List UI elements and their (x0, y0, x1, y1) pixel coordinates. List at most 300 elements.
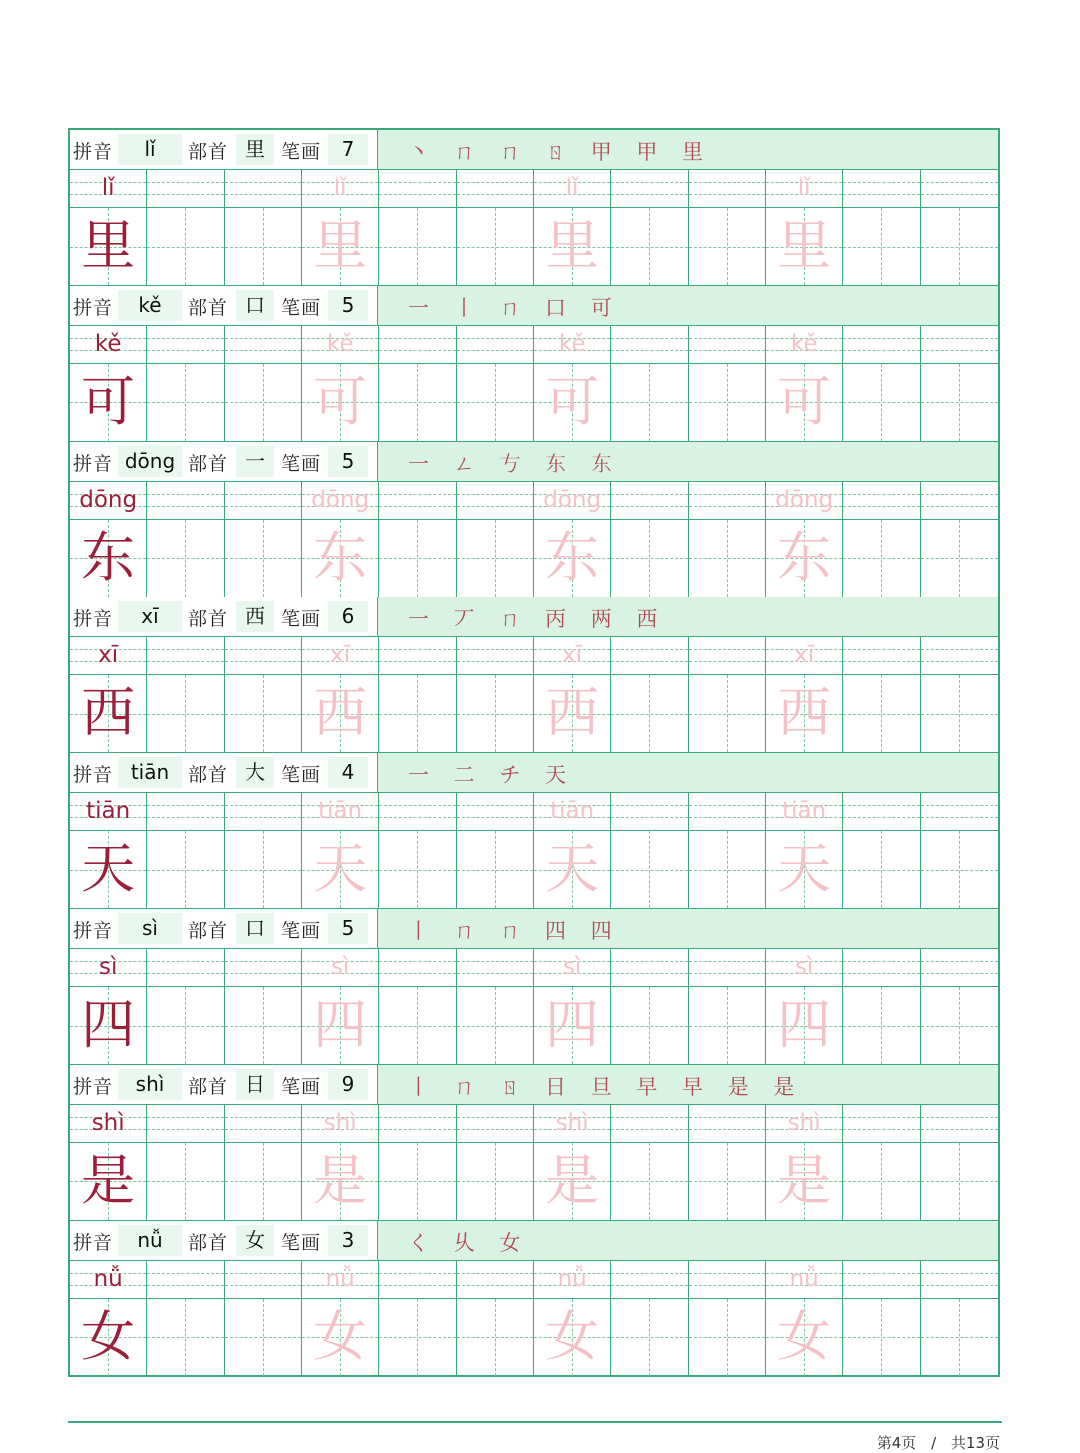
tianzige-cell[interactable] (611, 1299, 688, 1376)
pinyin-cell[interactable] (611, 326, 688, 363)
info-row (70, 1221, 998, 1261)
trace-character: 天 (545, 837, 600, 901)
pinyin-cell[interactable] (457, 1105, 534, 1142)
tianzige-cell[interactable] (147, 1143, 224, 1220)
radical-label: 部首 (188, 1231, 229, 1254)
tianzige-cell[interactable] (302, 1143, 379, 1220)
tianzige-cell[interactable] (225, 364, 302, 441)
character-block (70, 1065, 998, 1221)
tianzige-cell[interactable] (689, 987, 766, 1064)
tianzige-cell[interactable] (147, 520, 224, 597)
tianzige-cell[interactable] (302, 1299, 379, 1376)
trace-pinyin: nǚ (789, 1265, 819, 1292)
tianzige-cell[interactable] (70, 831, 147, 908)
tianzige-cell[interactable] (70, 987, 147, 1064)
character-block (70, 442, 998, 598)
pinyin-cell[interactable] (457, 482, 534, 519)
tianzige-cell[interactable] (921, 1143, 998, 1220)
pinyin-cell[interactable] (457, 1261, 534, 1298)
pinyin-cell[interactable] (843, 637, 920, 674)
pinyin-cell[interactable] (225, 949, 302, 986)
pinyin-label: 拼音 (73, 296, 114, 319)
tianzige-cell[interactable] (534, 675, 611, 752)
tianzige-cell[interactable] (689, 831, 766, 908)
tianzige-cell[interactable] (843, 675, 920, 752)
pinyin-cell[interactable] (147, 1261, 224, 1298)
tianzige-cell[interactable] (457, 364, 534, 441)
tianzige-cell[interactable] (225, 1143, 302, 1220)
pinyin-cell[interactable] (766, 1105, 843, 1142)
trace-pinyin: shì (323, 1109, 357, 1136)
pinyin-cell[interactable] (70, 1261, 147, 1298)
pinyin-cell[interactable] (225, 1261, 302, 1298)
info-row (70, 909, 998, 949)
stroke-order-band (378, 909, 998, 948)
pinyin-cell[interactable] (766, 326, 843, 363)
pinyin-cell[interactable] (302, 637, 379, 674)
pinyin-label: 拼音 (73, 764, 114, 787)
pinyin-cell[interactable] (379, 170, 456, 207)
tianzige-cell[interactable] (147, 831, 224, 908)
pinyin-cell[interactable] (147, 170, 224, 207)
pinyin-cell[interactable] (921, 1261, 998, 1298)
hanzi-row (70, 520, 998, 597)
pinyin-cell[interactable] (302, 1105, 379, 1142)
pinyin-cell[interactable] (302, 482, 379, 519)
character-block (70, 753, 998, 909)
stroke-order-band (378, 130, 998, 169)
radical-label: 部首 (188, 764, 229, 787)
tianzige-cell[interactable] (379, 675, 456, 752)
tianzige-cell[interactable] (689, 208, 766, 285)
model-pinyin: xī (98, 642, 119, 669)
tianzige-cell[interactable] (302, 675, 379, 752)
strokes-label: 笔画 (281, 764, 322, 787)
tianzige-cell[interactable] (225, 675, 302, 752)
pinyin-cell[interactable] (689, 1261, 766, 1298)
radical-value: 口 (236, 290, 274, 321)
pinyin-cell[interactable] (921, 793, 998, 830)
tianzige-cell[interactable] (379, 1143, 456, 1220)
pinyin-cell[interactable] (70, 326, 147, 363)
info-fields (70, 442, 378, 481)
stroke-order: 丶 ㄇ ㄇ ㄖ 甲 甲 里 (408, 140, 713, 164)
pinyin-value: nǚ (118, 1225, 182, 1256)
tianzige-cell[interactable] (766, 208, 843, 285)
tianzige-cell[interactable] (766, 831, 843, 908)
tianzige-cell[interactable] (766, 675, 843, 752)
strokes-label: 笔画 (281, 141, 322, 163)
tianzige-cell[interactable] (534, 520, 611, 597)
footer-divider (68, 1421, 1002, 1423)
tianzige-cell[interactable] (611, 831, 688, 908)
pinyin-cell[interactable] (921, 949, 998, 986)
strokes-value: 9 (328, 1069, 368, 1100)
tianzige-cell[interactable] (379, 831, 456, 908)
pinyin-cell[interactable] (534, 949, 611, 986)
strokes-label: 笔画 (281, 1075, 322, 1098)
strokes-value: 3 (328, 1225, 368, 1256)
tianzige-cell[interactable] (147, 1299, 224, 1376)
pinyin-cell[interactable] (147, 637, 224, 674)
tianzige-cell[interactable] (921, 1299, 998, 1376)
pinyin-cell[interactable] (534, 793, 611, 830)
tianzige-cell[interactable] (379, 520, 456, 597)
pinyin-cell[interactable] (689, 170, 766, 207)
pinyin-cell[interactable] (225, 793, 302, 830)
tianzige-cell[interactable] (843, 364, 920, 441)
strokes-value: 5 (328, 290, 368, 321)
pinyin-cell[interactable] (843, 793, 920, 830)
tianzige-cell[interactable] (766, 987, 843, 1064)
tianzige-cell[interactable] (843, 208, 920, 285)
trace-pinyin: xī (330, 642, 351, 669)
radical-label: 部首 (188, 920, 229, 942)
model-pinyin: lǐ (101, 175, 115, 201)
tianzige-cell[interactable] (689, 520, 766, 597)
pinyin-value: shì (118, 1069, 182, 1100)
pinyin-cell[interactable] (611, 1261, 688, 1298)
tianzige-cell[interactable] (457, 831, 534, 908)
pinyin-cell[interactable] (766, 1261, 843, 1298)
tianzige-cell[interactable] (302, 987, 379, 1064)
current-page: 第4页 (876, 1434, 917, 1452)
pinyin-cell[interactable] (225, 170, 302, 207)
pinyin-cell[interactable] (534, 482, 611, 519)
trace-character: 四 (545, 993, 600, 1056)
pinyin-cell[interactable] (147, 949, 224, 986)
pinyin-cell[interactable] (302, 793, 379, 830)
trace-character: 可 (545, 369, 600, 433)
trace-character: 里 (777, 214, 832, 277)
tianzige-cell[interactable] (843, 1143, 920, 1220)
trace-pinyin: xī (562, 642, 583, 669)
pinyin-cell[interactable] (921, 326, 998, 363)
pinyin-cell[interactable] (843, 170, 920, 207)
pinyin-cell[interactable] (766, 170, 843, 207)
trace-pinyin: lǐ (333, 175, 347, 201)
tianzige-cell[interactable] (534, 208, 611, 285)
tianzige-cell[interactable] (70, 675, 147, 752)
tianzige-cell[interactable] (147, 208, 224, 285)
hanzi-row (70, 675, 998, 752)
stroke-order: 一 丆 ㄇ 丙 两 西 (408, 607, 667, 632)
pinyin-cell[interactable] (843, 1261, 920, 1298)
tianzige-cell[interactable] (457, 987, 534, 1064)
radical-label: 部首 (188, 1075, 229, 1098)
tianzige-cell[interactable] (534, 831, 611, 908)
tianzige-cell[interactable] (689, 364, 766, 441)
pinyin-cell[interactable] (689, 482, 766, 519)
model-pinyin: dōng (79, 486, 138, 513)
total-pages: 共13页 (950, 1434, 1000, 1452)
model-character: 天 (81, 837, 136, 901)
radical-label: 部首 (188, 141, 229, 163)
pinyin-cell[interactable] (611, 482, 688, 519)
tianzige-cell[interactable] (534, 364, 611, 441)
trace-pinyin: kě (326, 330, 354, 357)
pinyin-cell[interactable] (379, 1105, 456, 1142)
pinyin-row (70, 1105, 998, 1143)
character-block (70, 1221, 998, 1377)
pinyin-cell[interactable] (921, 637, 998, 674)
trace-pinyin: dōng (311, 486, 370, 513)
trace-pinyin: dōng (543, 486, 602, 513)
pinyin-cell[interactable] (766, 793, 843, 830)
tianzige-cell[interactable] (534, 987, 611, 1064)
trace-pinyin: lǐ (797, 175, 811, 201)
pinyin-cell[interactable] (379, 949, 456, 986)
model-pinyin: tiān (86, 798, 131, 825)
tianzige-cell[interactable] (225, 1299, 302, 1376)
radical-value: 女 (236, 1225, 274, 1256)
pinyin-cell[interactable] (843, 482, 920, 519)
tianzige-cell[interactable] (379, 987, 456, 1064)
tianzige-cell[interactable] (611, 364, 688, 441)
pinyin-cell[interactable] (302, 170, 379, 207)
pinyin-row (70, 482, 998, 520)
info-fields (70, 286, 378, 325)
tianzige-cell[interactable] (766, 1143, 843, 1220)
pinyin-cell[interactable] (70, 793, 147, 830)
character-block (70, 130, 998, 286)
tianzige-cell[interactable] (225, 520, 302, 597)
tianzige-cell[interactable] (457, 1299, 534, 1376)
model-pinyin: shì (91, 1109, 125, 1136)
stroke-order: 一 二 チ 天 (408, 763, 576, 788)
pinyin-cell[interactable] (147, 326, 224, 363)
strokes-label: 笔画 (281, 608, 322, 631)
info-row (70, 442, 998, 482)
practice-grid-sheet (68, 128, 1000, 1377)
tianzige-cell[interactable] (611, 675, 688, 752)
tianzige-cell[interactable] (921, 831, 998, 908)
tianzige-cell[interactable] (70, 208, 147, 285)
pinyin-cell[interactable] (70, 170, 147, 207)
tianzige-cell[interactable] (379, 1299, 456, 1376)
pinyin-cell[interactable] (766, 949, 843, 986)
pinyin-cell[interactable] (689, 1105, 766, 1142)
pinyin-cell[interactable] (921, 1105, 998, 1142)
tianzige-cell[interactable] (379, 208, 456, 285)
tianzige-cell[interactable] (147, 364, 224, 441)
pinyin-cell[interactable] (689, 637, 766, 674)
hanzi-row (70, 987, 998, 1064)
info-row (70, 286, 998, 326)
pinyin-cell[interactable] (611, 793, 688, 830)
trace-pinyin: tiān (550, 798, 595, 825)
tianzige-cell[interactable] (689, 1143, 766, 1220)
pinyin-cell[interactable] (766, 482, 843, 519)
pinyin-cell[interactable] (379, 482, 456, 519)
trace-character: 东 (545, 525, 600, 589)
pinyin-cell[interactable] (457, 949, 534, 986)
pinyin-row (70, 170, 998, 208)
info-fields (70, 597, 378, 636)
pinyin-cell[interactable] (921, 482, 998, 519)
pinyin-cell[interactable] (534, 170, 611, 207)
tianzige-cell[interactable] (70, 364, 147, 441)
pinyin-cell[interactable] (147, 793, 224, 830)
hanzi-row (70, 1143, 998, 1220)
tianzige-cell[interactable] (921, 675, 998, 752)
pinyin-label: 拼音 (73, 608, 114, 631)
trace-character: 西 (545, 681, 600, 745)
trace-character: 女 (777, 1304, 832, 1368)
tianzige-cell[interactable] (611, 208, 688, 285)
strokes-value: 7 (328, 134, 368, 165)
tianzige-cell[interactable] (147, 987, 224, 1064)
tianzige-cell[interactable] (302, 520, 379, 597)
stroke-order-band (378, 286, 998, 325)
pinyin-cell[interactable] (843, 949, 920, 986)
pinyin-cell[interactable] (225, 1105, 302, 1142)
pinyin-cell[interactable] (147, 482, 224, 519)
tianzige-cell[interactable] (843, 987, 920, 1064)
strokes-value: 4 (328, 757, 368, 788)
pinyin-cell[interactable] (70, 482, 147, 519)
page-indicator (877, 1432, 1000, 1453)
trace-pinyin: shì (787, 1109, 821, 1136)
pinyin-label: 拼音 (73, 1075, 114, 1098)
trace-character: 是 (313, 1148, 368, 1212)
tianzige-cell[interactable] (921, 364, 998, 441)
pinyin-cell[interactable] (302, 326, 379, 363)
tianzige-cell[interactable] (457, 675, 534, 752)
tianzige-cell[interactable] (689, 675, 766, 752)
pinyin-value: kě (118, 290, 182, 321)
pinyin-cell[interactable] (457, 793, 534, 830)
pinyin-cell[interactable] (457, 170, 534, 207)
info-row (70, 753, 998, 793)
pinyin-label: 拼音 (73, 452, 114, 475)
strokes-label: 笔画 (281, 1231, 322, 1254)
tianzige-cell[interactable] (225, 831, 302, 908)
tianzige-cell[interactable] (457, 208, 534, 285)
tianzige-cell[interactable] (921, 208, 998, 285)
model-pinyin: nǚ (93, 1265, 123, 1292)
pinyin-cell[interactable] (379, 326, 456, 363)
pinyin-cell[interactable] (611, 170, 688, 207)
pinyin-cell[interactable] (611, 1105, 688, 1142)
tianzige-cell[interactable] (70, 1143, 147, 1220)
stroke-order-band (378, 753, 998, 792)
pinyin-cell[interactable] (534, 1261, 611, 1298)
pinyin-cell[interactable] (534, 326, 611, 363)
trace-character: 东 (777, 525, 832, 589)
tianzige-cell[interactable] (843, 1299, 920, 1376)
pinyin-cell[interactable] (302, 949, 379, 986)
tianzige-cell[interactable] (766, 520, 843, 597)
tianzige-cell[interactable] (379, 364, 456, 441)
tianzige-cell[interactable] (302, 208, 379, 285)
tianzige-cell[interactable] (534, 1299, 611, 1376)
pinyin-cell[interactable] (843, 326, 920, 363)
tianzige-cell[interactable] (225, 208, 302, 285)
tianzige-cell[interactable] (457, 1143, 534, 1220)
character-block (70, 286, 998, 442)
pinyin-cell[interactable] (70, 1105, 147, 1142)
tianzige-cell[interactable] (611, 1143, 688, 1220)
pinyin-cell[interactable] (379, 793, 456, 830)
pinyin-cell[interactable] (534, 637, 611, 674)
pinyin-cell[interactable] (766, 637, 843, 674)
pinyin-cell[interactable] (457, 326, 534, 363)
strokes-value: 6 (328, 601, 368, 632)
pinyin-cell[interactable] (70, 637, 147, 674)
pinyin-cell[interactable] (689, 326, 766, 363)
pinyin-cell[interactable] (225, 482, 302, 519)
pinyin-cell[interactable] (70, 949, 147, 986)
model-character: 里 (81, 214, 136, 277)
pinyin-cell[interactable] (534, 1105, 611, 1142)
tianzige-cell[interactable] (457, 520, 534, 597)
tianzige-cell[interactable] (766, 1299, 843, 1376)
pinyin-cell[interactable] (225, 326, 302, 363)
pinyin-cell[interactable] (379, 1261, 456, 1298)
tianzige-cell[interactable] (921, 520, 998, 597)
pinyin-cell[interactable] (689, 793, 766, 830)
tianzige-cell[interactable] (921, 987, 998, 1064)
strokes-value: 5 (328, 913, 368, 944)
hanzi-row (70, 208, 998, 285)
pinyin-cell[interactable] (921, 170, 998, 207)
tianzige-cell[interactable] (225, 987, 302, 1064)
pinyin-cell[interactable] (302, 1261, 379, 1298)
trace-pinyin: shì (555, 1109, 589, 1136)
tianzige-cell[interactable] (611, 987, 688, 1064)
trace-character: 可 (777, 369, 832, 433)
pinyin-cell[interactable] (611, 949, 688, 986)
pinyin-cell[interactable] (843, 1105, 920, 1142)
pinyin-cell[interactable] (147, 1105, 224, 1142)
tianzige-cell[interactable] (534, 1143, 611, 1220)
model-pinyin: kě (94, 330, 122, 357)
pinyin-value: sì (118, 913, 182, 944)
pinyin-value: tiān (118, 757, 182, 788)
radical-value: 大 (236, 757, 274, 788)
pinyin-cell[interactable] (457, 637, 534, 674)
tianzige-cell[interactable] (843, 831, 920, 908)
pinyin-cell[interactable] (689, 949, 766, 986)
trace-character: 四 (777, 993, 832, 1056)
tianzige-cell[interactable] (70, 520, 147, 597)
pinyin-row (70, 637, 998, 675)
radical-label: 部首 (188, 296, 229, 319)
model-character: 东 (81, 525, 136, 589)
hanzi-row (70, 364, 998, 441)
tianzige-cell[interactable] (302, 831, 379, 908)
tianzige-cell[interactable] (766, 364, 843, 441)
pinyin-cell[interactable] (225, 637, 302, 674)
trace-character: 天 (777, 837, 832, 901)
trace-pinyin: sì (794, 954, 814, 980)
info-fields (70, 753, 378, 792)
info-row (70, 597, 998, 637)
pinyin-cell[interactable] (379, 637, 456, 674)
tianzige-cell[interactable] (70, 1299, 147, 1376)
pinyin-cell[interactable] (611, 637, 688, 674)
pinyin-label: 拼音 (73, 141, 114, 163)
tianzige-cell[interactable] (611, 520, 688, 597)
tianzige-cell[interactable] (843, 520, 920, 597)
radical-value: 一 (236, 446, 274, 477)
info-row (70, 130, 998, 170)
tianzige-cell[interactable] (147, 675, 224, 752)
tianzige-cell[interactable] (689, 1299, 766, 1376)
tianzige-cell[interactable] (302, 364, 379, 441)
info-fields (70, 909, 378, 948)
